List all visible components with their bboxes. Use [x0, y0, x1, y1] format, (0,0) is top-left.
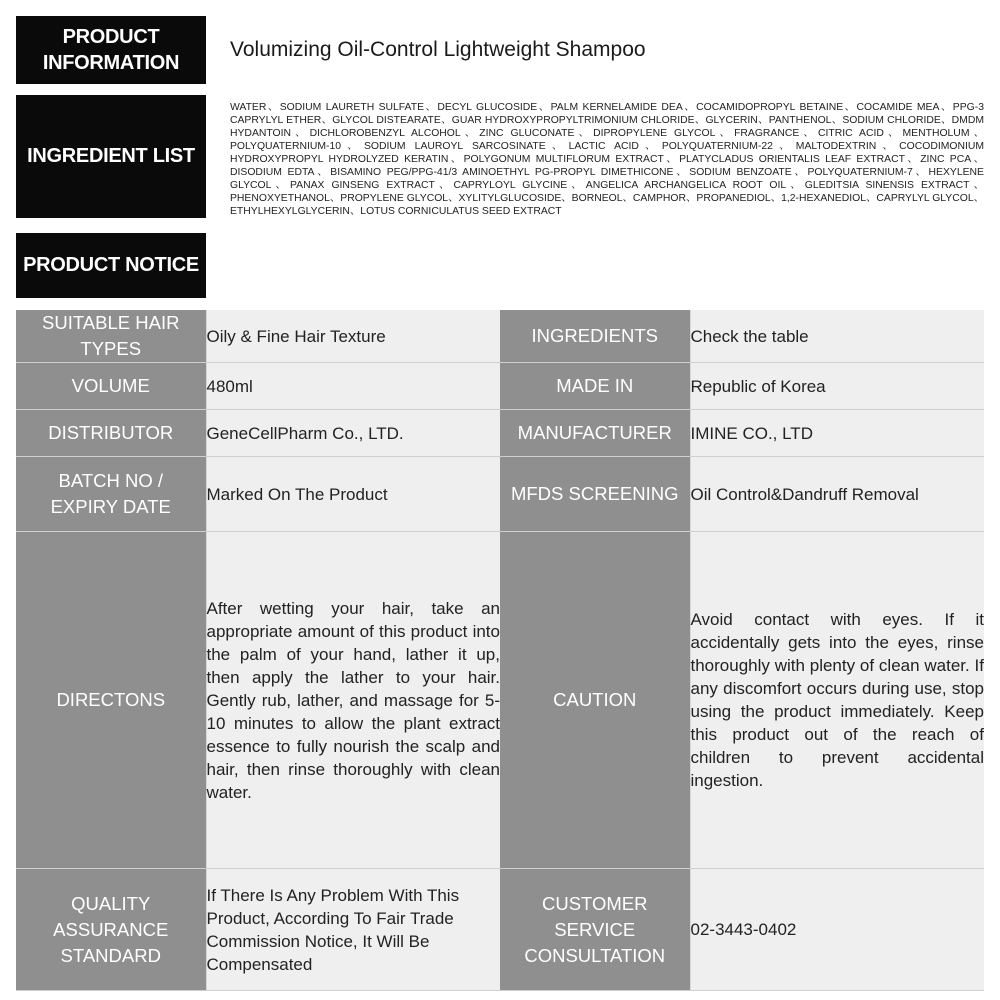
product-information-text: PRODUCT INFORMATION: [42, 26, 180, 74]
volume-value: 480ml: [206, 363, 500, 410]
ingredient-list-label: [16, 95, 206, 218]
product-name: Volumizing Oil-Control Lightweight Shampoo: [230, 38, 646, 61]
batch-expiry-label: [16, 457, 206, 532]
suitable-hair-types-label: SUITABLE HAIR TYPES: [16, 310, 206, 363]
customer-label-line2: SERVICE: [554, 918, 636, 940]
suitable-hair-types-value: Oily & Fine Hair Texture: [206, 310, 500, 363]
volume-label: VOLUME: [16, 363, 206, 410]
customer-service-value: 02-3443-0402: [690, 869, 984, 991]
batch-label-line2: EXPIRY DATE: [50, 496, 171, 517]
made-in-label: MADE IN: [500, 363, 690, 410]
table-row: [16, 363, 984, 410]
ingredient-list: WATER、SODIUM LAURETH SULFATE、DECYL GLUCOSIDE、PALM KERNELAMIDE DEA、COCAMIDOPROPYL BETAINE、COCAMIDE MEA、PPG-3 CAPRYLYL ETHER、GLYCOL DISTEARATE、GUAR HYDROXYPROPYLTRIMONIUM CHLORIDE、GLYCERIN、PANTHENOL、SODIUM CHLORIDE、DMDM HYDANTOIN、DICHLOROBENZYL ALCOHOL、ZINC GLUCONATE、DIPROPYLENE GLYCOL、FRAGRANCE、CITRIC ACID、MENTHOLUM、POLYQUATERNIUM-10、SODIUM LAUROYL SARCOSINATE、LACTIC ACID、POLYQUATERNIUM-22、MALTODEXTRIN、COCODIMONIUM HYDROXYPROPYL HYDROLYZED KERATIN、POLYGONUM MULTIFLORUM EXTRACT、PLATYCLADUS ORIENTALIS LEAF EXTRACT、ZINC PCA、DISODIUM EDTA、BISAMINO PEG/PPG-41/3 AMINOETHYL PG-PROPYL DIMETHICONE、SODIUM BENZOATE、POLYQUATERNIUM-7、HEXYLENE GLYCOL、PANAX GINSENG EXTRACT、CAPRYLOYL GLYCINE、ANGELICA ARCHANGELICA ROOT OIL、GLEDITSIA SINENSIS EXTRACT、PHENOXYETHANOL、PROPYLENE GLYCOL、XYLITYLGLUCOSIDE、BORNEOL、CAMPHOR、PROPANEDIOL、1,2-HEXANEDIOL、CAPRYLYL GLYCOL、ETHYLHEXYLGLYCERIN、LOTUS CORNICULATUS SEED EXTRACT: [230, 102, 984, 217]
quality-label-line2: ASSURANCE: [53, 918, 169, 940]
mfds-screening-label: MFDS SCREENING: [500, 457, 690, 532]
product-notice-text: PRODUCT NOTICE: [23, 254, 199, 276]
table-row: [16, 410, 984, 457]
ingredient-list-text: INGREDIENT LIST: [27, 145, 195, 167]
quality-assurance-label: [16, 869, 206, 991]
quality-label-line3: STANDARD: [60, 944, 161, 966]
table-row: [16, 310, 984, 363]
table-row: [16, 869, 984, 991]
table-row: [16, 532, 984, 869]
customer-label-line1: CUSTOMER: [541, 892, 648, 914]
quality-assurance-value: If There Is Any Problem With This Product, According To Fair Trade Commission Notice, It Will Be Compensated: [206, 869, 500, 991]
product-notice-table: [16, 310, 984, 991]
batch-label-line1: BATCH NO /: [58, 470, 163, 491]
batch-expiry-value: Marked On The Product: [206, 457, 500, 532]
ingredients-label: INGREDIENTS: [500, 310, 690, 363]
distributor-value: GeneCellPharm Co., LTD.: [206, 410, 500, 457]
mfds-screening-value: Oil Control&Dandruff Removal: [690, 457, 984, 532]
product-information-label: [16, 16, 206, 84]
customer-label-line3: CONSULTATION: [524, 944, 666, 966]
caution-label: CAUTION: [500, 532, 690, 869]
ingredients-value: Check the table: [690, 310, 984, 363]
directions-label: DIRECTONS: [16, 532, 206, 869]
product-notice-label: [16, 233, 206, 298]
table-row: [16, 457, 984, 532]
directions-value: After wetting your hair, take an appropriate amount of this product into the palm of your hand, lather it up, then apply the lather to your hair. Gently rub, lather, and massage for 5-10 minutes to allow the plant extract essence to fully nourish the scalp and hair, then rinse thoroughly with clean water.: [206, 532, 500, 869]
distributor-label: DISTRIBUTOR: [16, 410, 206, 457]
manufacturer-value: IMINE CO., LTD: [690, 410, 984, 457]
quality-label-line1: QUALITY: [71, 892, 151, 914]
manufacturer-label: MANUFACTURER: [500, 410, 690, 457]
made-in-value: Republic of Korea: [690, 363, 984, 410]
caution-value: Avoid contact with eyes. If it accidentally gets into the eyes, rinse thoroughly with plenty of clean water. If any discomfort occurs during use, stop using the product immediately. Keep this product out of the reach of children to prevent accidental ingestion.: [690, 532, 984, 869]
customer-service-label: [500, 869, 690, 991]
